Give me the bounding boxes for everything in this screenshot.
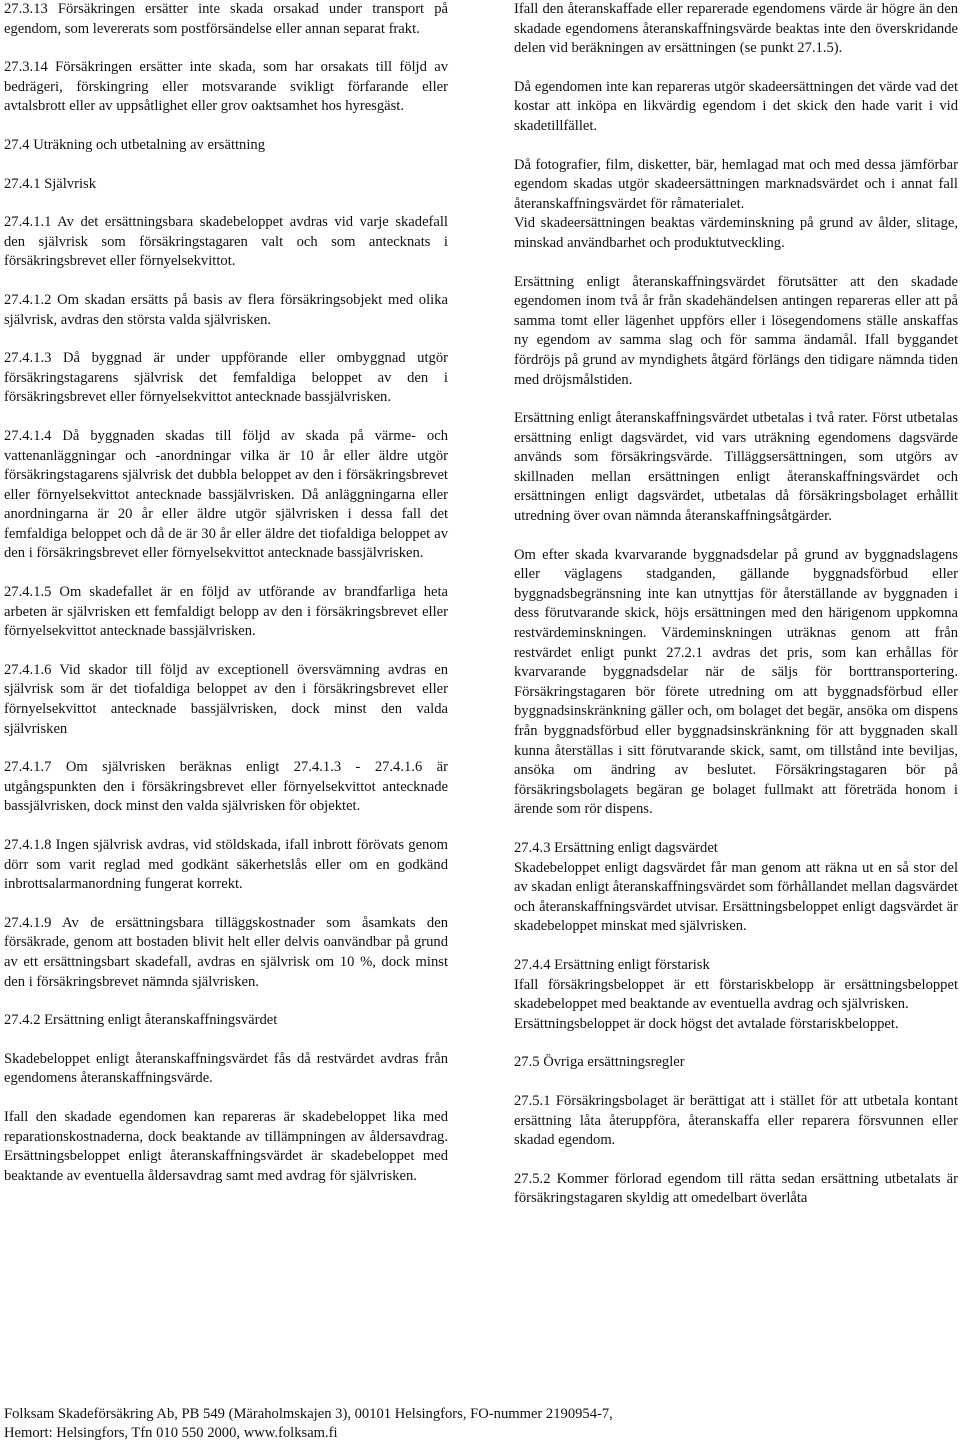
paragraph-ej-reparerbar: Då egendomen inte kan repareras utgör skadeersättningen det värde vad det kostar att inköpa en likvärdig egendom i det skick den hade varit i vid skadetillfället. <box>514 78 958 134</box>
paragraph-forstarisk: Ifall försäkringsbeloppet är ett förstariskbelopp är ersättningsbeloppet skadebeloppet med beaktande av eventuella avdrag och självrisken. <box>514 976 958 1013</box>
clause-27-4-1-8: 27.4.1.8 Ingen självrisk avdras, vid stöldskada, ifall inbrott förövats genom dörr som varit reglad med godkänt säkerhetslås eller om en godkänd inbrottsalarmanordning fungerat korrekt. <box>4 837 448 893</box>
right-column <box>514 0 958 1228</box>
paragraph-forstarisk-max: Ersättningsbeloppet är dock högst det avtalade förstariskbeloppet. <box>514 1015 899 1032</box>
paragraph-overskridande: Ifall den återanskaffade eller reparerade egendomens värde är högre än den skadade egendomens återanskaffningsvärde beaktas inte den överskridande delen vid beräkningen av ersättningen (se punkt 27.1.5). <box>514 1 958 57</box>
heading-27-4-1: 27.4.1 Självrisk <box>4 175 97 192</box>
clause-27-4-1-9: 27.4.1.9 Av de ersättningsbara tilläggskostnader som åsamkats den försäkrade, genom att bostaden blivit helt eller delvis oanvändbar på grund av ett ersättningsbart skadefall, avdras en självrisk om 10 %, dock minst den i försäkringsbrevet nämnda självrisken. <box>4 914 448 990</box>
heading-27-4: 27.4 Uträkning och utbetalning av ersättning <box>4 136 266 153</box>
heading-27-4-4: 27.4.4 Ersättning enligt förstarisk <box>514 956 710 973</box>
left-column <box>4 0 448 1205</box>
paragraph-reparation: Ifall den skadade egendomen kan repareras är skadebeloppet lika med reparationskostnaderna, dock beaktande av tillämpningen av åldersavdrag. Ersättningsbeloppet enligt återanskaffningsvärdet är skadebeloppet med beaktande av eventuella åldersavdrag samt med avdrag för självrisken. <box>4 1108 448 1184</box>
clause-27-4-1-6: 27.4.1.6 Vid skador till följd av exceptionell översvämning avdras en självrisk som är det tiofaldiga beloppet av den i försäkringsbrevet eller förnyelsekvittot antecknade bassjälvrisken, dock minst den valda självrisken <box>4 661 448 737</box>
clause-27-4-1-2: 27.4.1.2 Om skadan ersätts på basis av flera försäkringsobjekt med olika självrisk, avdras den största valda självrisken. <box>4 291 448 328</box>
clause-27-4-1-4: 27.4.1.4 Då byggnaden skadas till följd av skada på värme- och vattenanläggningar och -anordningar vilka är 10 år eller äldre utgör försäkringstagarens självrisk det dubbla beloppet av den i försäkringsbrevet eller förnyelsekvittot antecknade bassjälvrisken. Då anläggningarna eller anordningarna är 20 år eller äldre utgör självrisken i dessa fall det femfaldiga beloppet och då de är 30 år eller äldre det tiofaldiga beloppet av den i försäkringsbrevet eller förnyelsekvittot antecknade bassjälvrisken. <box>4 427 448 562</box>
clause-27-3-13: 27.3.13 Försäkringen ersätter inte skada orsakad under transport på egendom, som levererats som postförsändelse eller annan separat frakt. <box>4 1 448 37</box>
paragraph-vardeminskning: Vid skadeersättningen beaktas värdeminskning på grund av ålder, slitage, minskad användbarhet och produktutveckling. <box>514 215 958 251</box>
clause-27-5-1: 27.5.1 Försäkringsbolaget är berättigat att i stället för att utbetala kontant ersättning låta återuppföra, återanskaffa eller reparera försvunnen eller skadad egendom. <box>514 1092 958 1149</box>
footer-contact-line: Hemort: Helsingfors, Tfn 010 550 2000, www.folksam.fi <box>4 1425 338 1441</box>
clause-27-5-2: 27.5.2 Kommer förlorad egendom till rätta sedan ersättning utbetalats är försäkringstagaren skyldig att omedelbart överlåta <box>514 1170 958 1207</box>
clause-27-4-1-1: 27.4.1.1 Av det ersättningsbara skadebeloppet avdras vid varje skadefall den självrisk som försäkringstagaren valt och som antecknats i försäkringsbrevet eller förnyelsekvittot. <box>4 214 448 270</box>
clause-27-4-1-5: 27.4.1.5 Om skadefallet är en följd av utförande av brandfarliga heta arbeten är självrisken ett femfaldigt belopp av den i försäkringsbrevet eller förnyelsekvittot antecknade bassjälvrisken. <box>4 584 448 640</box>
paragraph-byggnadsdelar: Om efter skada kvarvarande byggnadsdelar på grund av byggnadslagens eller väglagens stadganden, gällande byggnadsförbud eller byggnadsbegränsning inte kan utnyttjas för återställande av byggnaden i dess förutvarande skick, höjs ersättningen med den härigenom uppkomna restvärdeminskningen. Värdeminskningen uträknas genom att från restvärdet enligt punkt 27.2.1 avdras det pris, som kan erhållas för kvarvarande byggnadsdelar när de säljs för borttransportering. Försäkringstagaren bör förete utredning om att byggnadsförbud eller byggnadsinskränkning gäller och, om bolaget det begär, ansöka om dispens från byggnadsförbud eller byggnadsinskränkning för att byggnaden skall kunna återställas i sitt förutvarande skick, samt, om tillstånd inte beviljas, ansöka om ändring av beslutet. Försäkringstagaren bör på försäkringsbolagets begäran ge bolaget fullmakt att företräda honom i ärende som rör dispens. <box>514 546 958 818</box>
paragraph-forutsattning: Ersättning enligt återanskaffningsvärdet förutsätter att den skadade egendomen inom två år från skadehändelsen antingen repareras eller att på samma tomt eller lägenhet uppförs eller i lösegendomens ställe anskaffas ny egendom av samma slag och för samma ändamål. Ifall byggandet fördröjs på grund av myndighets åtgärd förlängs den tidigare nämnda tiden med dröjsmålstiden. <box>514 273 958 388</box>
paragraph-tva-rater: Ersättning enligt återanskaffningsvärdet utbetalas i två rater. Först utbetalas ersättning enligt dagsvärdet, vid vars uträkning egendomens dagsvärde används som försäkringsvärde. Tilläggsersättningen, som utgörs av skillnaden mellan ersättningen enligt återanskaffningsvärdet och ersättningen enligt dagsvärdet, utbetalas då försäkringsbolaget erhållit utredning över ovan nämnda återanskaffningsåtgärder. <box>514 410 958 525</box>
heading-27-4-2: 27.4.2 Ersättning enligt återanskaffningsvärdet <box>4 1012 278 1029</box>
clause-27-3-14: 27.3.14 Försäkringen ersätter inte skada, som har orsakats till följd av bedrägeri, förskingring eller motsvarande svikligt förfarande eller avtalsbrott eller av uppsåtlighet eller grov oaktsamhet hos hyresgäst. <box>4 59 448 115</box>
clause-27-4-1-3: 27.4.1.3 Då byggnad är under uppförande eller ombyggnad utgör försäkringstagarens självrisk det femfaldiga beloppet av den i försäkringsbrevet eller förnyelsekvittot antecknade bassjälvrisken. <box>4 350 448 406</box>
paragraph-dagsvarde: Skadebeloppet enligt dagsvärdet får man genom att räkna ut en så stor del av skadan enligt återanskaffningsvärdet som förhållandet mellan dagsvärdet och återanskaffningsvärdet utvisar. Ersättningsbeloppet enligt dagsvärdet är skadebeloppet minskat med självrisken. <box>514 859 958 935</box>
page-footer <box>4 1405 954 1443</box>
heading-27-5: 27.5 Övriga ersättningsregler <box>514 1054 685 1071</box>
paragraph-fotografier: Då fotografier, film, disketter, bär, hemlagad mat och med dessa jämförbar egendom skadas utgör skadeersättningen marknadsvärdet och i annat fall återanskaffningsvärdet för råmaterialet. <box>514 156 958 212</box>
clause-27-4-1-7: 27.4.1.7 Om självrisken beräknas enligt 27.4.1.3 - 27.4.1.6 är utgångspunkten den i försäkringsbrevet eller förnyelsekvittot antecknade bassjälvrisken, dock minst den valda självrisken för objektet. <box>4 759 448 815</box>
paragraph-restvarde: Skadebeloppet enligt återanskaffningsvärdet fås då restvärdet avdras från egendomens återanskaffningsvärde. <box>4 1050 448 1087</box>
heading-27-4-3: 27.4.3 Ersättning enligt dagsvärdet <box>514 839 718 856</box>
footer-company-line: Folksam Skadeförsäkring Ab, PB 549 (Märaholmskajen 3), 00101 Helsingfors, FO-nummer 2190954-7, <box>4 1406 613 1422</box>
